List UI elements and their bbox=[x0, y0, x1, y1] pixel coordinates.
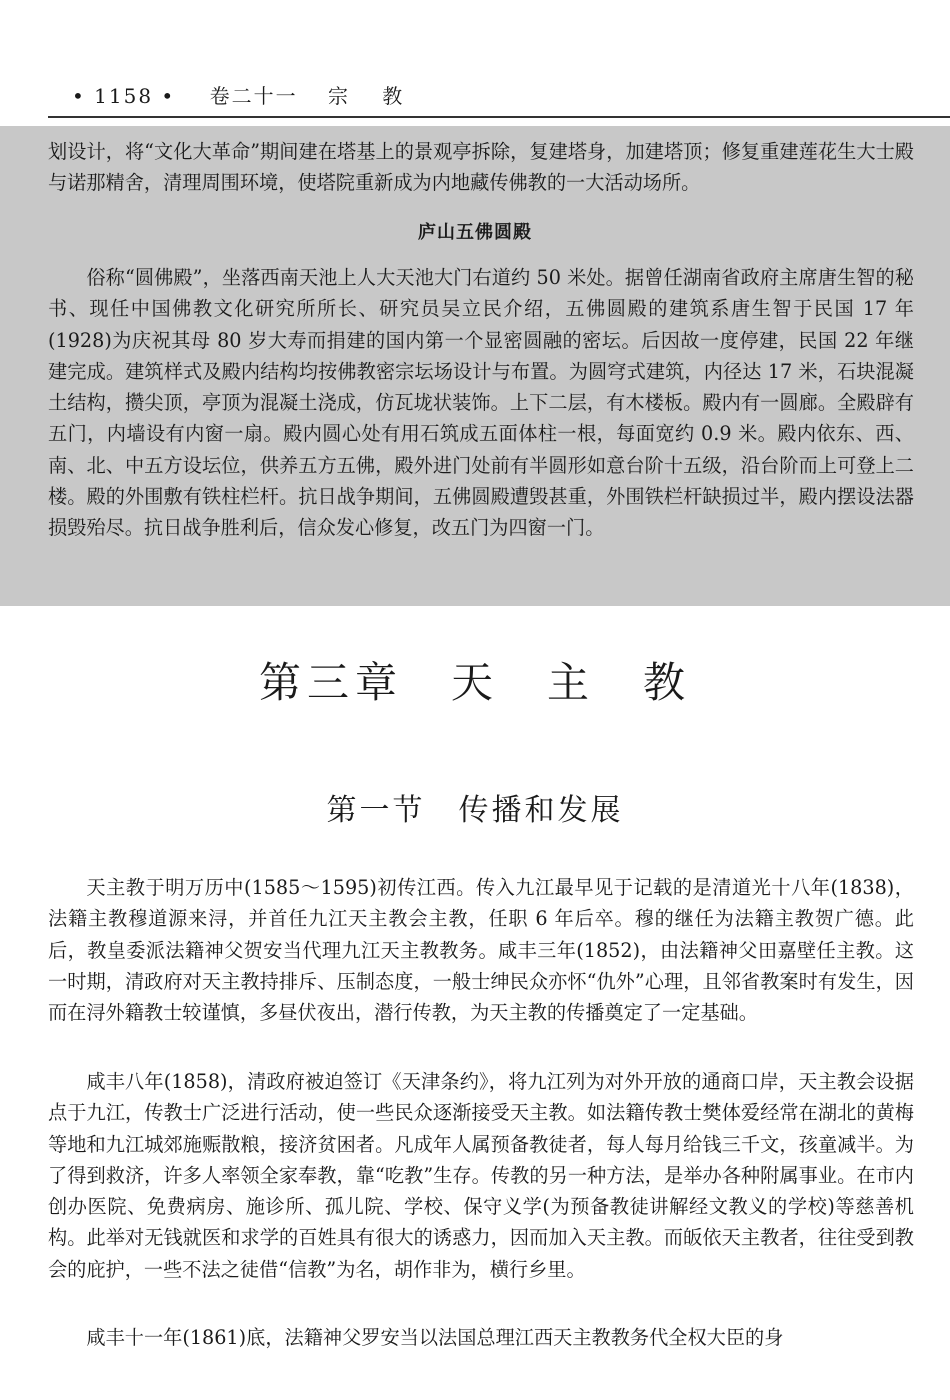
continuation-paragraph: 划设计，将“文化大革命”期间建在塔基上的景观亭拆除，复建塔身，加建塔顶；修复重建莲花生大士殿与诺那精舍，清理周围环境，使塔院重新成为内地藏传佛教的一大活动场所。 bbox=[48, 140, 914, 195]
section-title: 第一节 传播和发展 bbox=[326, 793, 624, 828]
body-paragraph-2: 咸丰八年(1858)，清政府被迫签订《天津条约》，将九江列为对外开放的通商口岸，天主教会设据点于九江，传教士广泛进行活动，使一些民众逐渐接受天主教。如法籍传教士樊体爱经常在湖北的黄梅等地和九江城郊施赈散粮，接济贫困者。凡成年人属预备教徒者，每人每月给钱三千文，孩童减半。为了得到救济，许多人率领全家奉教，靠“吃教”生存。传教的另一种方法，是举办各种附属事业。在市内创办医院、免费病房、施诊所、孤儿院、学校、保守义学(为预备教徒讲解经文教义的学校)等慈善机构。此举对无钱就医和求学的百姓具有很大的诱惑力，因而加入天主教。而皈依天主教者，往往受到教会的庇护，一些不法之徒借“信教”为名，胡作非为，横行乡里。 bbox=[48, 1070, 914, 1281]
chapter-title: 第三章 天 主 教 bbox=[258, 658, 691, 707]
running-header bbox=[72, 80, 416, 109]
header-rule bbox=[48, 116, 950, 118]
body-paragraph-1: 天主教于明万历中(1585～1595)初传江西。传入九江最早见于记载的是清道光十八年(1838)，法籍主教穆道源来浔，并首任九江天主教会主教，任职 6 年后卒。穆的继任为法籍主教贺广德。此后，教皇委派法籍神父贺安当代理九江天主教教务。咸丰三年(1852)，由法籍神父田嘉壁任主教。这一时期，清政府对天主教持排斥、压制态度，一般士绅民众亦怀“仇外”心理，且邻省教案时有发生，因而在浔外籍教士较谨慎，多昼伏夜出，潜行传教，为天主教的传播奠定了一定基础。 bbox=[48, 876, 914, 1025]
body-paragraph-3: 咸丰十一年(1861)底，法籍神父罗安当以法国总理江西天主教教务代全权大臣的身 bbox=[86, 1326, 784, 1349]
temple-paragraph: 俗称“圆佛殿”，坐落西南天池上人大天池大门右道约 50 米处。据曾任湖南省政府主席唐生智的秘书、现任中国佛教文化研究所所长、研究员吴立民介绍，五佛圆殿的建筑系唐生智于民国 17 年(1928)为庆祝其母 80 岁大寿而捐建的国内第一个显密圆融的密坛。后因故一度停建，民国 22 年继建完成。建筑样式及殿内结构均按佛教密宗坛场设计与布置。为圆穹式建筑，内径达 17 米，石块混凝土结构，攒尖顶，亭顶为混凝土浇成，仿瓦垅状装饰。上下二层，有木楼板。殿内有一圆廊。全殿辟有五门，内墙设有内窗一扇。殿内圆心处有用石筑成五面体柱一根，每面宽约 0.9 米。殿内依东、西、南、北、中五方设坛位，供养五方五佛，殿外进门处前有半圆形如意台阶十五级，沿台阶而上可登上二楼。殿的外围敷有铁柱栏杆。抗日战争期间，五佛圆殿遭毁甚重，外围铁栏杆缺损过半，殿内摆设法器损毁殆尽。抗日战争胜利后，信众发心修复，改五门为四窗一门。 bbox=[48, 266, 914, 540]
subheading: 庐山五佛圆殿 bbox=[418, 222, 532, 243]
topic-label: 宗 教 bbox=[327, 84, 417, 108]
volume-label: 卷二十一 bbox=[209, 84, 298, 108]
page-number: • 1158 • bbox=[72, 84, 176, 108]
